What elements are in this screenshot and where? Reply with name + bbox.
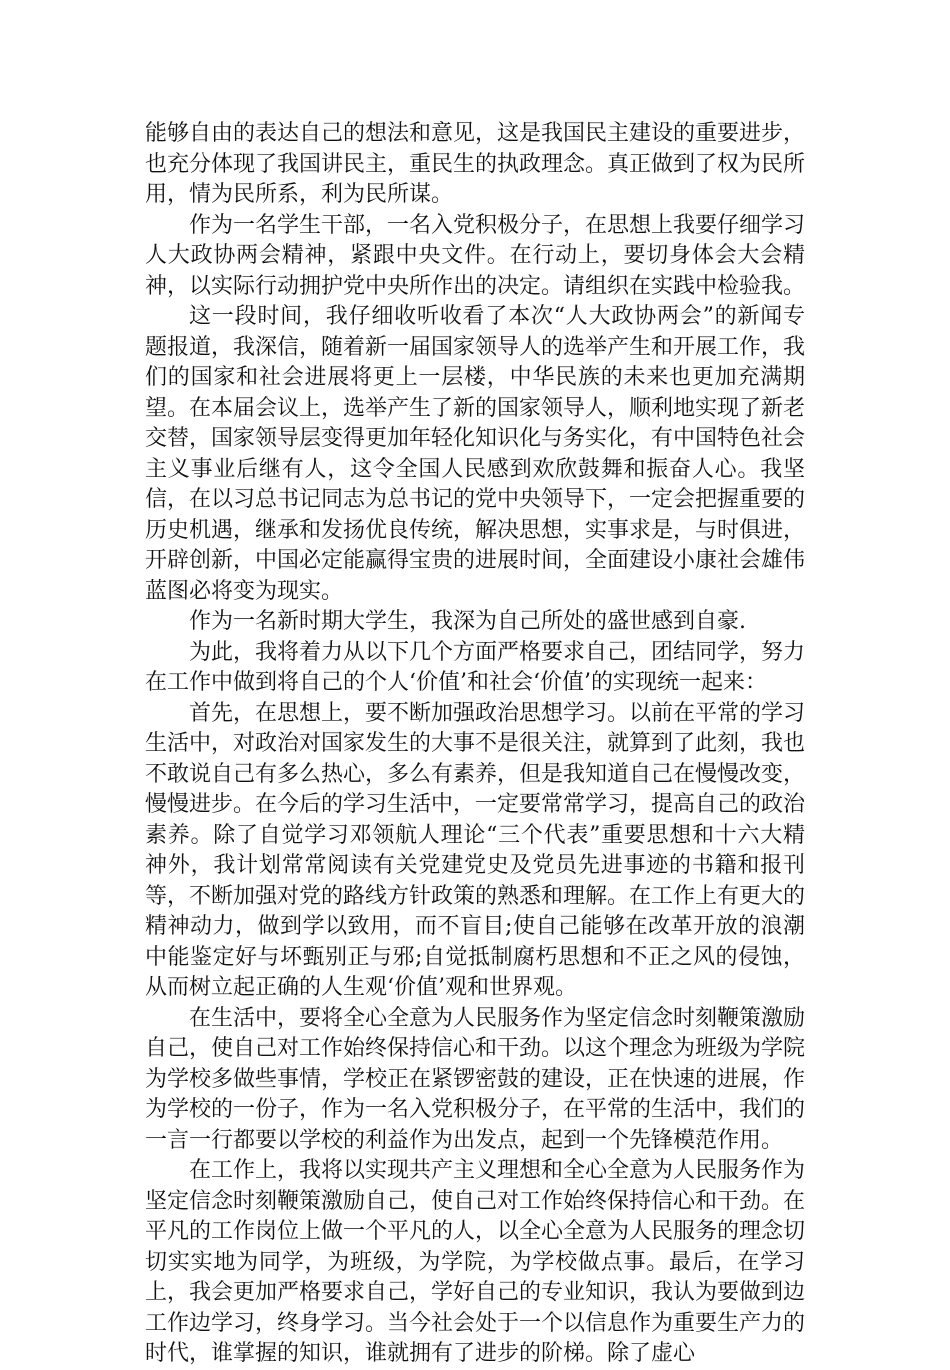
- paragraph-pride: 作为一名新时期大学生，我深为自己所处的盛世感到自豪.: [189, 609, 746, 634]
- paragraph-student-cadre: 作为一名学生干部，一名入党积极分子，在思想上我要仔细学习人大政协两会精神，紧跟中央文件。在行动上，要切身体会大会精神，以实际行动拥护党中央所作出的决定。请组织在实践中检验我。: [145, 212, 806, 299]
- paragraph-life: 在生活中，要将全心全意为人民服务作为坚定信念时刻鞭策激励自己，使自己对工作始终保持信心和干劲。以这个理念为班级为学院为学校多做些事情，学校正在紧锣密鼓的建设，正在快速的进展，作为学校的一份子，作为一名入党积极分子，在平常的生活中，我们的一言一行都要以学校的利益作为出发点，起到一个先锋模范作用。: [145, 1005, 806, 1153]
- paragraph-news-report: 这一段时间，我仔细收听收看了本次“人大政协两会”的新闻专题报道，我深信，随着新一届国家领导人的选举产生和开展工作，我们的国家和社会进展将更上一层楼，中华民族的未来也更加充满期望。在本届会议上，选举产生了新的国家领导人，顺利地实现了新老交替，国家领导层变得更加年轻化知识化与务实化，有中国特色社会主义事业后继有人，这令全国人民感到欢欣鼓舞和振奋人心。我坚信，在以习总书记同志为总书记的党中央领导下，一定会把握重要的历史机遇，继承和发扬优良传统，解决思想，实事求是，与时俱进，开辟创新，中国必定能赢得宝贵的进展时间，全面建设小康社会雄伟蓝图必将变为现实。: [145, 304, 806, 604]
- document-body: [145, 119, 805, 1370]
- paragraph-work: 在工作上，我将以实现共产主义理想和全心全意为人民服务作为坚定信念时刻鞭策激励自己，使自己对工作始终保持信心和干劲。在平凡的工作岗位上做一个平凡的人，以全心全意为人民服务的理念切切实实地为同学，为班级，为学院，为学校做点事。最后，在学习上，我会更加严格要求自己，学好自己的专业知识，我认为要做到边工作边学习，终身学习。当今社会处于一个以信息作为重要生产力的时代，谁掌握的知识，谁就拥有了进步的阶梯。除了虚心: [145, 1158, 806, 1366]
- paragraph-thought: 首先，在思想上，要不断加强政治思想学习。以前在平常的学习生活中，对政治对国家发生的大事不是很关注，就算到了此刻，我也不敢说自己有多么热心，多么有素养，但是我知道自己在慢慢改变，慢慢进步。在今后的学习生活中，一定要常常学习，提高自己的政治素养。除了自觉学习邓领航人理论“三个代表”重要思想和十六大精神外，我计划常常阅读有关党建党史及党员先进事迹的书籍和报刊等，不断加强对党的路线方针政策的熟悉和理解。在工作上有更大的精神动力，做到学以致用，而不盲目;使自己能够在改革开放的浪潮中能鉴定好与坏甄别正与邪;自觉抵制腐朽思想和不正之风的侵蚀，从而树立起正确的人生观‘价值’观和世界观。: [145, 700, 806, 1000]
- paragraph-continuation: 能够自由的表达自己的想法和意见，这是我国民主建设的重要进步，也充分体现了我国讲民主，重民生的执政理念。真正做到了权为民所用，情为民所系，利为民所谋。: [145, 121, 806, 207]
- paragraph-requirements: 为此，我将着力从以下几个方面严格要求自己，团结同学，努力在工作中做到将自己的个人‘价值’和社会‘价值’的实现统一起来：: [145, 639, 806, 695]
